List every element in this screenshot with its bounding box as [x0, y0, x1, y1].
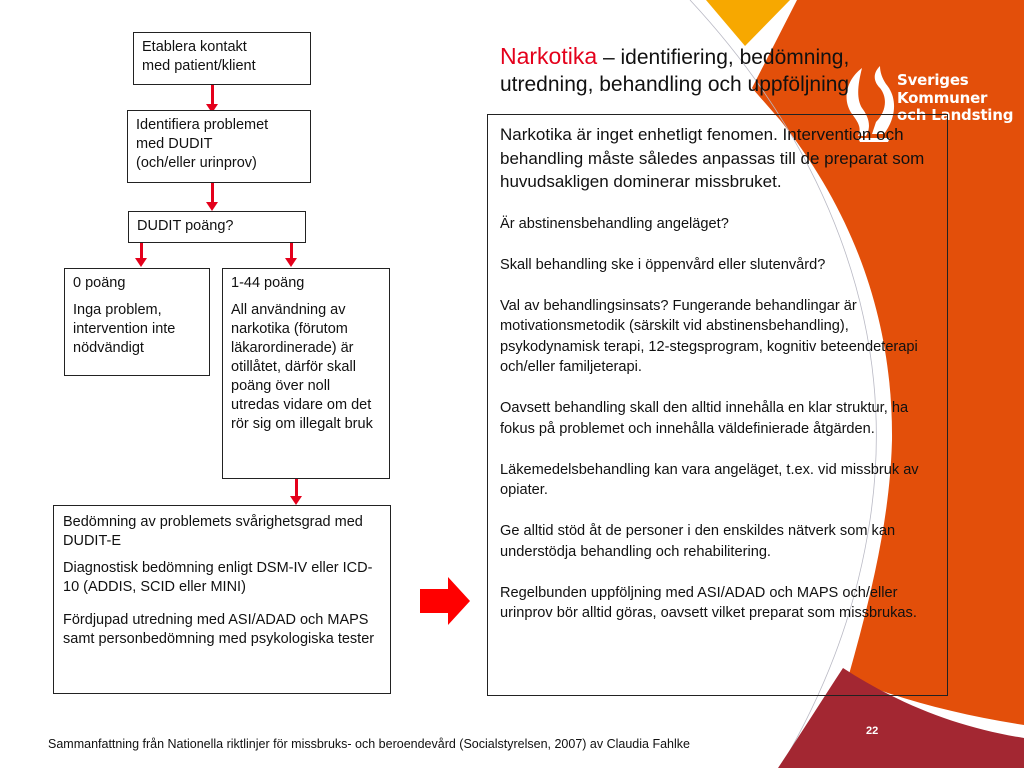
page-number: 22 [866, 725, 879, 737]
branch-zero-heading: 0 poäng [73, 275, 126, 291]
step1-line1: Etablera kontakt [142, 39, 247, 55]
panel-paragraph: Är abstinensbehandling angeläget? [500, 215, 729, 232]
panel-paragraph: Val av behandlingsinsats? Fungerande behandlingar är motivationsmetodik (särskilt vid abstinensbehandling), psykodynamisk terapi, 12-stegsprogram, kognitiv beteendeterapi och/eller familjeterapi. [500, 297, 918, 375]
assessment-p1: Bedömning av problemets svårighetsgrad med DUDIT-E [63, 514, 363, 549]
flow-branch-positive-points [222, 268, 390, 479]
flow-arrow-branch-zero [140, 243, 143, 260]
flow-step-assessment [53, 505, 391, 694]
step2-line3: (och/eller urinprov) [136, 155, 257, 171]
step2-line2: med DUDIT [136, 136, 213, 152]
flow-arrow-2 [211, 183, 214, 204]
flow-branch-zero-points [64, 268, 210, 376]
panel-paragraph: Ge alltid stöd åt de personer i den enskildes nätverk som kan understödja behandling och rehabilitering. [500, 523, 896, 560]
panel-paragraph: Regelbunden uppföljning med ASI/ADAD och MAPS och/eller urinprov bör alltid göras, oavsett vilket preparat som missbrukas. [500, 584, 917, 621]
slide-title [500, 43, 849, 98]
treatment-info-panel [487, 114, 948, 696]
step3-label: DUDIT poäng? [137, 218, 234, 234]
panel-lead: Narkotika är inget enhetligt fenomen. Intervention och behandling måste således anpassas till de preparat som huvudsakligen dominerar missbruket. [500, 125, 925, 191]
panel-paragraph: Skall behandling ske i öppenvård eller slutenvård? [500, 256, 826, 273]
panel-paragraph: Oavsett behandling skall den alltid innehålla en klar struktur, ha fokus på problemet och innehålla väldefinierade åtgärden. [500, 400, 909, 437]
flow-arrow-branch-positive [290, 243, 293, 260]
step1-line2: med patient/klient [142, 58, 256, 74]
title-highlight: Narkotika [500, 43, 598, 69]
flow-arrow-1 [211, 85, 214, 106]
assessment-p2: Diagnostisk bedömning enligt DSM-IV eller ICD-10 (ADDIS, SCID eller MINI) [63, 560, 373, 595]
branch-positive-text: All användning av narkotika (förutom läkarordinerade) är otillåtet, därför skall poäng över noll utredas vidare om det rör sig om illegalt bruk [231, 302, 373, 432]
logo-line-3: och Landsting [897, 106, 1014, 124]
logo-line-1: Sveriges [897, 71, 969, 89]
title-rest-line2: utredning, behandling och uppföljning [500, 73, 850, 96]
title-rest-line1: – identifiering, bedömning, [597, 46, 850, 69]
big-right-arrow-icon [420, 577, 472, 625]
branch-zero-text: Inga problem, intervention inte nödvändigt [73, 302, 176, 356]
flow-arrow-4 [295, 479, 298, 498]
flow-step-identify-problem [127, 110, 311, 183]
panel-paragraph: Läkemedelsbehandling kan vara angeläget, t.ex. vid missbruk av opiater. [500, 461, 919, 498]
flow-step-establish-contact [133, 32, 311, 85]
logo-line-2: Kommuner [897, 88, 988, 107]
branch-positive-heading: 1-44 poäng [231, 275, 305, 291]
footer-source-note: Sammanfattning från Nationella riktlinjer för missbruks- och beroendevård (Socialstyrelsen, 2007) av Claudia Fahlke [48, 737, 690, 751]
assessment-p3: Fördjupad utredning med ASI/ADAD och MAPS samt personbedömning med psykologiska tester [63, 612, 375, 647]
step2-line1: Identifiera problemet [136, 117, 269, 133]
flow-step-dudit-score [128, 211, 306, 243]
